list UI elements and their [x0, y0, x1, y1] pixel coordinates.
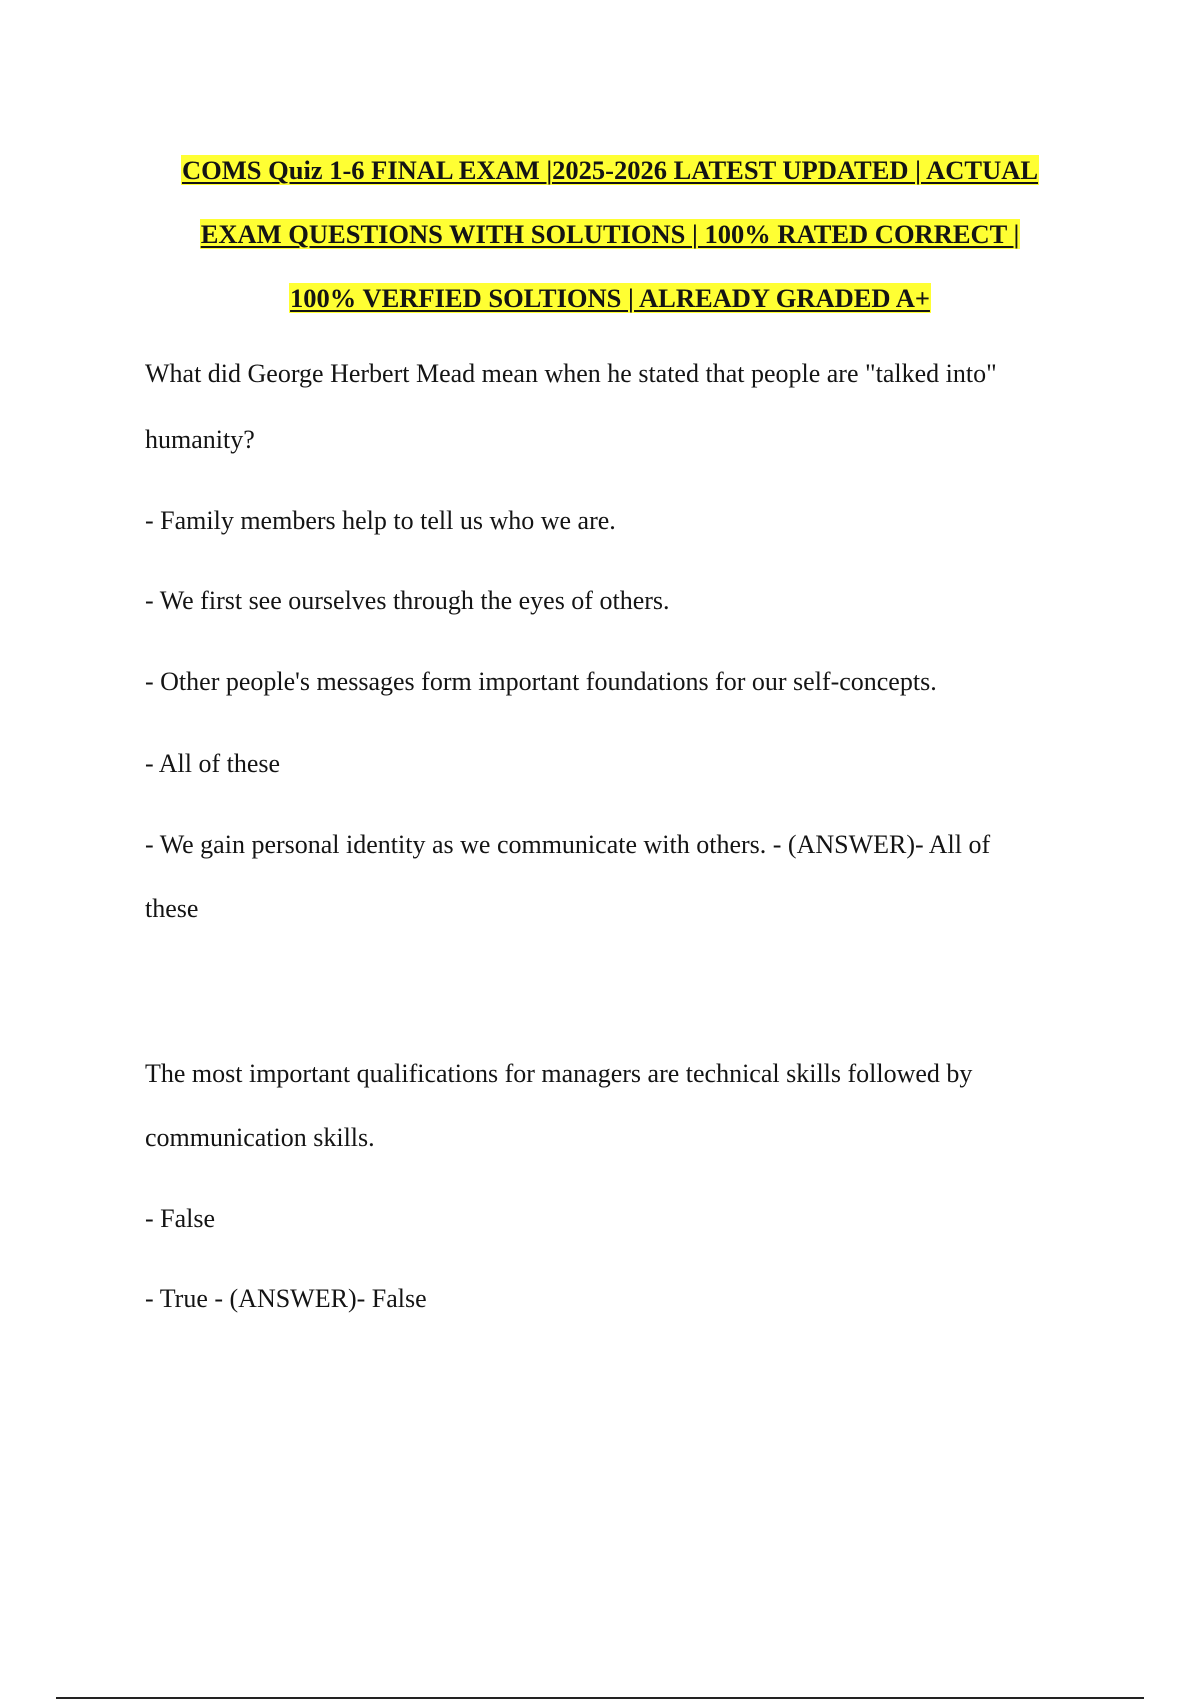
question-1-text: What did George Herbert Mead mean when he stated that people are "talked into"	[145, 359, 997, 388]
question-2-text: communication skills.	[145, 1123, 375, 1152]
title-line: COMS Quiz 1-6 FINAL EXAM |2025-2026 LATEST UPDATED | ACTUAL	[181, 155, 1039, 185]
question-1-option: - We first see ourselves through the eyes of others.	[145, 586, 670, 615]
document-title	[130, 138, 1090, 330]
question-1-text: humanity?	[145, 425, 255, 454]
question-1-answer: - We gain personal identity as we communicate with others. - (ANSWER)- All of	[145, 830, 991, 859]
question-1-option: - Family members help to tell us who we are.	[145, 506, 616, 535]
question-1-option: - All of these	[145, 749, 281, 778]
question-2-option: - False	[145, 1204, 216, 1233]
footer-rule	[56, 1697, 1144, 1699]
title-line: 100% VERFIED SOLTIONS | ALREADY GRADED A+	[290, 283, 930, 313]
question-1-option: - Other people's messages form important foundations for our self-concepts.	[145, 667, 937, 696]
question-2-text: The most important qualifications for managers are technical skills followed by	[145, 1059, 973, 1088]
question-1-answer: these	[145, 894, 199, 923]
question-2-answer: - True - (ANSWER)- False	[145, 1284, 427, 1313]
title-line: EXAM QUESTIONS WITH SOLUTIONS | 100% RATED CORRECT |	[200, 219, 1020, 249]
